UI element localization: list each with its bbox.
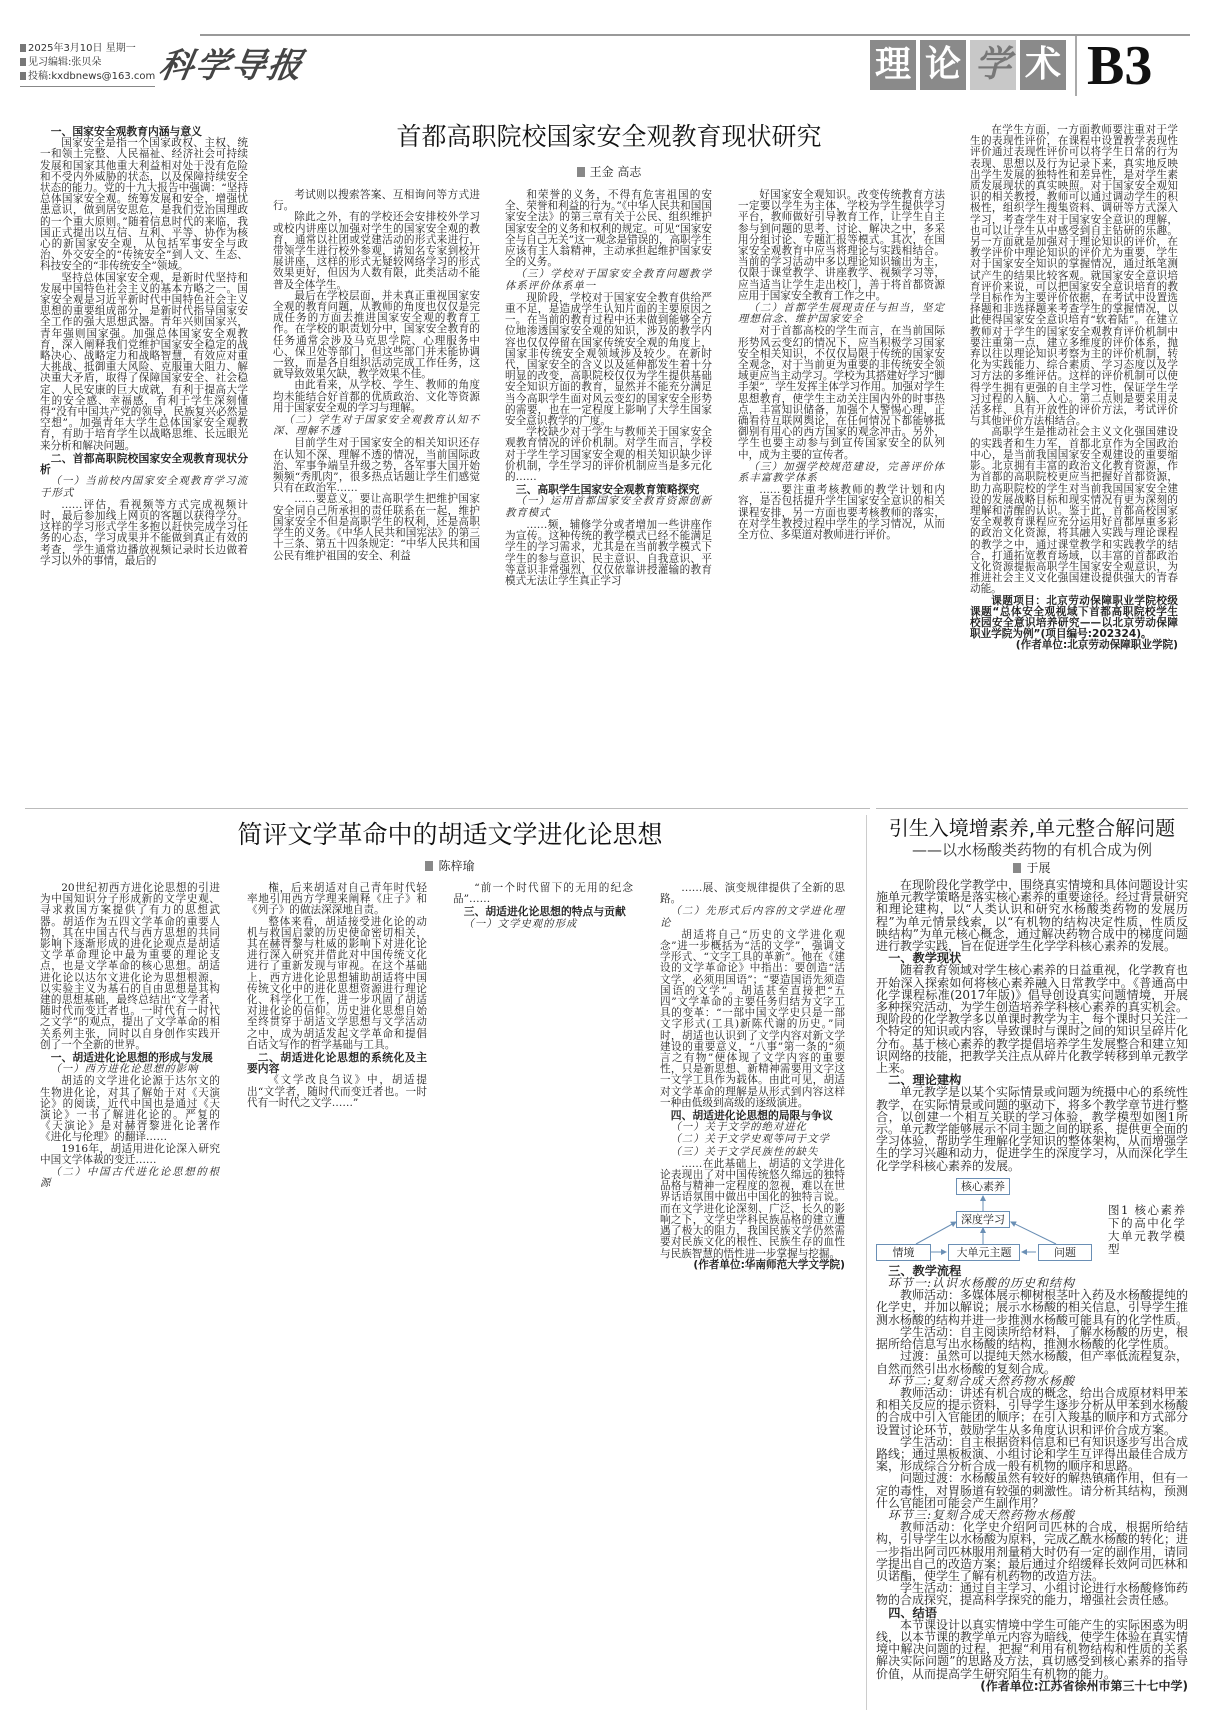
figure-caption: 图1 核心素养下的高中化学大单元教学模型 — [1108, 1202, 1186, 1256]
paragraph: 随着教育领域对学生核心素养的日益重视，化学教育也开始深入探索如何将核心素养融入日常教学中。《普通高中化学课程标准(2017年版)》倡导创设真实问题情境，开展多种探究活动，为学生创造培养学科核心素养的真实机会。现阶段的化学教学多以单课时教学为主，每个课时只关注一个特定的知识或内容，导致课时与课时之间的知识呈碎片化分布。基于核心素养的教学提倡培养学生发展整合和建立知识网络的技能，把教学关注点从碎片化教学转移到单元教学上来。 — [876, 963, 1189, 1076]
paragraph: ……展、演变规律提供了全新的思路。 — [660, 882, 845, 906]
section-char: 学 — [970, 40, 1016, 90]
node-unit-theme: 大单元主题 — [948, 1244, 1020, 1261]
divider — [876, 808, 1188, 809]
paragraph: ……频，辅修学分或者增加一些讲座作为宣传。这种传统的教学模式已经不能满足学生的学习需求，尤其是在当前教学模式下学生的参与意识、民主意识、自我意识、平等意识非常强烈，仅仅依靠讲授灌输的教育模式无法让学生真正学习 — [505, 518, 712, 587]
article2-column-4 — [660, 883, 845, 1271]
subsection-heading: （二）首都学生展现责任与担当，坚定理想信念、维护国家安全 — [738, 302, 945, 326]
paragraph: 国家安全是指一个国家政权、主权、统一和领土完整、人民福祉、经济社会可持续发展和国家其他重大利益相对处于没有危险和不受内外威胁的状态，以及保障持续安全状态的能力。党的十九大报告中强调：“坚持总体国家安全观。统筹发展和安全，增强忧患意识，做到居安思危，是我们党治国理政的一个重大原则。”随着信息时代的来临，我国正式提出以互信、互利、平等、协作为核心的新国家安全观，从包括军事安全与政治、外交安全的“传统安全”到人文、生态、科技安全的“非传统安全”领域。 — [40, 137, 248, 273]
article2-title: 简评文学革命中的胡适文学进化论思想 — [237, 820, 663, 849]
article3-body — [876, 879, 1188, 1692]
paragraph: “前一个时代留下的无用的纪念品”…… — [453, 882, 633, 906]
section-heading: 三、胡适进化论思想的特点与贡献 — [463, 905, 626, 919]
paragraph: 1916年，胡适用进化论深入研究中国文学体裁的变迁…… — [40, 1142, 220, 1166]
issue-info — [20, 42, 155, 87]
author-affiliation: (作者单位:华南师范大学文学院) — [693, 1258, 845, 1271]
section-heading: 二、理论建构 — [888, 1073, 962, 1088]
divider — [866, 815, 867, 1710]
article1-column-2 — [273, 190, 480, 562]
subsection-heading: （二）学生对于国家安全观教育认知不深、理解不透 — [273, 414, 480, 438]
subsection-heading: （一）当前校内国家安全观教育学习流于形式 — [40, 475, 248, 499]
subsection-heading: （二）先形式后内容的文学进化理论 — [660, 905, 845, 929]
issue-date: 2025年3月10日 星期一 — [20, 42, 155, 56]
paragraph: 本节课设计以真实情境中学生可能产生的实际困惑为明线，以本节课的教学单元内容为暗线，使学生体验在真实情境中解决问题的过程，把握“利用有机物结构和性质的关系解决实际问题”的思路及方法，真切感受到核心素养的指导价值，从而提高学生研究陌生有机物的能力。 — [876, 1617, 1189, 1681]
subsection-heading: （三）学校对于国家安全教育问题教学体系评价体系单一 — [505, 268, 712, 292]
newspaper-logo: 科学导报 — [155, 46, 307, 86]
section-char: 论 — [920, 40, 966, 90]
paragraph: 现阶段，学校对于国家安全教育供给严重不足，是造成学生认知片面的主要原因之一。在当前的教育过程中还未做到能够全方位地渗透国家安全观的知识，涉及的教学内容也仅仅停留在国家传统安全观的角度上，国家非传统安全观领域涉及较少。在新时代，国家安全的含义以及延伸都发生着十分明显的改变，高职院校仅仅为学生提供基础安全知识方面的教育，显然并不能充分满足当今高职学生面对风云变幻的国家安全形势的需要，也在一定程度上影响了大学生国家安全意识教学的广度。 — [505, 291, 712, 428]
article1-column-3 — [505, 190, 712, 587]
paragraph: 考试则以搜索答案、互相询问等方式进行。 — [273, 189, 480, 213]
paragraph: ……要注重考核教师的教学计划和内容，是否包括提升学生国家安全意识的相关课程安排，另一方面也要考核教师的落实，在对学生教授过程中学生的学习情况，从而全方位、多渠道对教师进行评价。 — [738, 484, 945, 542]
paragraph: ……评估，看视频等方式完成视频计时，最后参加线上网页的客题以获得学分。这样的学习形式学生多抱以赶快完成学习任务的心态，学习成果并不能做到真正有效的考查，学生通常边播放视频记录时长边做着学习以外的事情，最后的 — [40, 498, 248, 567]
paragraph: 学校缺少对于学生与教师关于国家安全观教育情况的评价机制。对学生而言，学校对于学生学习国家安全观的相关知识缺少评价机制，学生学习的评价机制应当是多元化的…… — [505, 426, 712, 484]
page-editor: 见习编辑:张贝朵 — [20, 56, 155, 70]
section-heading: 一、教学现状 — [888, 951, 962, 966]
section-heading: 一、国家安全观教育内涵与意义 — [50, 125, 202, 138]
article3-author: 于展 — [876, 860, 1188, 876]
subsection-heading: 环节一:认识水杨酸的历史和结构 — [888, 1276, 1076, 1291]
paragraph: 对于首都高校的学生而言，在当前国际形势风云变幻的情况下，应当积极学习国家安全相关知识，不仅仅局限于传统的国家安全观念，对于当前更为重要的非传统安全领域更应当主动学习。学校为其搭建好学习“脚手架”，学生发挥主体学习作用。加强对学生思想教育，使学生主动关注国内外的时事热点，丰富知识储备，加强个人警惕心理，正确看待互联网舆论，在任何情况下都能够抵御别有用心的西方国家的观念冲击。另外，学生也要主动参与到宣传国家安全的队列中，成为主要的宣传者。 — [738, 325, 945, 461]
paragraph: ……在此基础上，胡适的文学进化论表现出了对中国传统悠久绵远的独特品格与精神一定程度的忽视，难以在世界话语氛围中做出中国化的独特言说。而在文学进化论深刻、广泛、长久的影响之下，文学史学科民族品格的建立遭遇了极大的阻力，我国民族文学仍然需要对民族文化的根性、民族生存的血性与民族智慧的悟性进一步掌握与挖掘。 — [660, 1157, 845, 1260]
subsection-heading: （二）关于文学史观等同于文学 — [670, 1133, 830, 1146]
paragraph: 胡适将自己“历史的文学进化观念”进一步概括为“活的文学”，强调文学形式、“文字工具的革新”。他在《建设的文学革命论》中指出：要创造“活文学，必须用国语”；“要造国语先须造国语的文学”。胡适甚至直接把“五四”文学革命的主要任务归结为文字工具的变革：“一部中国文学史只是一部文字形式(工具)新陈代谢的历史。”同时，胡适也认识到了文学内容对新文学建设的重要意义，“八事”第一条的“须言之有物”便体现了文学内容的重要性，只是新思想、新精神需要用文字这一文学工具作为载体。由此可见，胡适对文学革命的理解是从形式到内容这样一种由低级到高级的逐级演进。 — [660, 928, 845, 1109]
subsection-heading: （三）加强学校规范建设，完善评价体系丰富教学体系 — [738, 460, 945, 485]
paragraph: 最后在学校层面，并未真正重视国家安全观的教育问题，从教师的角度也仅仅是完成任务的方面去推进国家安全观的教育工作。在学校的职责划分中，国家安全教育的任务通常会涉及马克思学院、心理服务中心、保卫处等部门，但这些部门并未能协调一致，而是各自组织活动完成工作任务，这就导致效果欠缺，教学效果不佳。 — [273, 289, 480, 381]
paragraph: ……要意义。要让高职学生把维护国家安全同自己所承担的责任联系在一起，维护国家安全不但是高职学生的权利，还是高职学生的义务。《中华人民共和国宪法》的第三十三条、第五十四条规定：“中华人民共和国公民有维护祖国的安全、利益 — [273, 493, 480, 562]
section-title — [870, 40, 1066, 90]
subsection-heading: （一）运用首都国家安全教育资源创新教育模式 — [505, 495, 712, 519]
subsection-heading: （一）西方进化论思想的影响 — [50, 1063, 199, 1076]
subsection-heading: 环节三:复刻合成天然药物水杨酸 — [888, 1507, 1076, 1522]
paragraph: 目前学生对于国家安全的相关知识还存在认知不深、理解不透的情况，当前国际政治、军事争端呈升级之势，各军事大国开始频频“秀肌肉”，很多热点话题让学生们感觉只有在政治军…… — [273, 437, 480, 495]
article1-author: 王金 高志 — [273, 164, 945, 180]
section-char: 理 — [870, 40, 916, 90]
node-situation: 情境 — [876, 1244, 931, 1261]
paragraph: 除此之外，有的学校还会安排校外学习或校内讲座以加强对学生的国家安全观的教育，通常以社团或党建活动的形式来进行，带领学生进行校外参观，请知名专家到校开展讲座，这样的形式无疑较网络学习的形式效果更好，但因为人数有限，此类活动不能普及全体学生。 — [273, 211, 480, 291]
section-heading: 二、首都高职院校国家安全观教育现状分析 — [40, 451, 248, 477]
section-heading: 二、胡适进化论思想的系统化及主要内容 — [247, 1051, 427, 1076]
author-affiliation: (作者单位:江苏省徐州市第三十七中学) — [980, 1678, 1188, 1693]
paragraph: 権，后来胡适对自己青年时代轻率地引用西方学理来阐释《庄子》和《列子》的做法深深地自责。 — [247, 882, 427, 917]
paragraph: 问题过渡：水杨酸虽然有较好的解热镇痛作用，但有一定的毒性，对胃肠道有较强的刺激性。请分析其结构，预测什么官能团可能会产生副作用？ — [876, 1471, 1189, 1510]
masthead-rule — [200, 34, 1190, 36]
subsection-heading: 环节二:复刻合成天然药物水杨酸 — [888, 1373, 1076, 1388]
project-note: 课题项目：北京劳动保障职业学院校级课题“总体安全观视域下首都高职院校学生校园安全意识培养研究——以北京劳动保障职业学院为例”(项目编号:202324)。 — [970, 594, 1178, 641]
paragraph: 过渡：虽然可以提纯天然水杨酸，但产率低流程复杂，自然而然引出水杨酸的复刻合成。 — [876, 1349, 1189, 1376]
section-heading: 三、教学流程 — [888, 1263, 962, 1278]
section-heading: 一、胡适进化论思想的形成与发展 — [50, 1051, 213, 1065]
section-heading: 三、高职学生国家安全观教育策略探究 — [515, 483, 700, 497]
paragraph: 整体来看，胡适接受进化论的动机与救国启蒙的历史使命密切相关，其在赫胥黎与杜威的影响下对进化论进行深入研究并借此对中国传统文化进行了重新发现与审视。在这个基础上，西方进化论思想辅助胡适将中国传统文化中的进化思想资源进行理论化、科学化工作，进一步巩固了胡适对进化论的信仰。历史进化思想自始至终贯穿于胡适文学思想与文学活动之中，成为胡适发起文学革命和提倡白话文写作的哲学基础与工具。 — [247, 915, 427, 1051]
figure-1-diagram — [876, 1176, 1188, 1262]
paragraph: 坚持总体国家安全观，是新时代坚持和发展中国特色社会主义的基本方略之一。国家安全观是习近平新时代中国特色社会主义思想的重要组成部分，是新时代指导国家安全工作的强大思想武器。青年兴则国家兴，青年强则国家强。加强总体国家安全观教育，深入阐释我们党维护国家安全稳定的战略决心、战略定力和战略智慧，有效应对重大挑战、抵御重大风险、克服重大阻力、解决重大矛盾，取得了保障国家安全、社会稳定、人民安康的巨大成就，有利于提高大学生的安全感、幸福感，有利于学生深刻懂得“没有中国共产党的领导，民族复兴必然是空想”。加强青年大学生总体国家安全观教育，有助于培育学生以战略思维、长远眼光来分析和解决问题。 — [40, 271, 248, 452]
subsection-heading: （二）中国古代进化论思想的根源 — [40, 1166, 220, 1190]
paragraph: 由此看来，从学校、学生、教师的角度均未能结合好首都的优质政治、文化等资源用于国家安全观的学习与理解。 — [273, 379, 480, 414]
subsection-heading: （三）关于文学民族性的缺失 — [670, 1145, 819, 1158]
paragraph: 教师活动：多媒体展示柳树根茎叶入药及水杨酸提纯的化学史，并加以解说；展示水杨酸的相关信息，引导学生推测水杨酸的结构并进一步推测水杨酸可能具有的化学性质。 — [876, 1288, 1189, 1327]
article1-column-4 — [738, 190, 945, 541]
node-problem: 问题 — [1038, 1244, 1092, 1261]
paragraph: 学生活动：自主阅读所给材料，了解水杨酸的历史，根据所给信息写出水杨酸的结构，推测水杨酸的化学性质。 — [876, 1324, 1189, 1352]
article3-part-1 — [876, 879, 1188, 1172]
paragraph: 单元教学是以某个实际情景或问题为统摄中心的系统性教学，在实际情景或问题的驱动下，将多个教学章节进行整合，以创建一个相互关联的学习体验，教学模型如图1所示。单元教学能够展示不同主题之间的联系，提供更全面的学习体验，帮助学生理解化学知识的整体架构，从而增强学生的学习兴趣和动力，促进学生的深度学习，从而深化学生化学学科核心素养的发展。 — [876, 1085, 1189, 1173]
paragraph: 在现阶段化学教学中，围绕真实情境和具体问题设计实施单元教学策略是落实核心素养的重要途径。经过背景研究和理论建构，以“人类认识和研究水杨酸类药物的发展历程”为单元情景线索，以“有机物的结构决定性质，性质反映结构”为单元核心概念，通过解决药物合成中的梯度问题进行教学实践，旨在促进学生化学学科核心素养的发展。 — [876, 878, 1189, 954]
article2-column-2 — [247, 883, 427, 1109]
paragraph: 20世纪初西方进化论思想的引进为中国知识分子形成新的文学史观、寻求救国方案提供了有力的思想武器。胡适作为五四文学革命的重要人物，其在中国古代与西方思想的共同影响下逐渐形成的进化论观点是胡适文学革命理论中最为重要的理论支点，也是文学革命的核心思想。胡适进化论以达尔文进化论为思想根源，以实验主义为基石的自由思想是其构建的思想基础，最终总结出“文学者，随时代而变迁者也。一时代有一时代之文学”的观点，提出了文学革命的相关系列主张，同时以自身创作实践开创了一个全新的世界。 — [40, 882, 220, 1051]
article2-column-1 — [40, 883, 220, 1190]
article1-column-1 — [40, 125, 248, 567]
article3-title: 引生入境增素养,单元整合解问题 — [888, 816, 1176, 840]
paragraph: 和荣誉的义务，不得有危害祖国的安全、荣誉和利益的行为。”《中华人民共和国国家安全法》的第三章有关于公民、组织维护国家安全的义务和权利的规定。可见“国家安全与自己无关”这一观念是错误的，高职学生应该有主人翁精神，主动承担起维护国家安全的义务。 — [505, 189, 712, 269]
article3-subtitle: ——以水杨酸类药物的有机合成为例 — [911, 841, 1152, 859]
paragraph: 好国家安全观知识。改变传统教育方法一定要以学生为主体，学校为学生提供学习平台，教师做好引导教育工作，让学生自主参与到问题的思考、讨论、解决之中，多采用分组讨论、专题汇报等模式。其次，在国家安全观教育中应当将理论与实践相结合。当前的学习活动中多以理论知识输出为主，仅限于课堂教学、讲座教学、视频学习等，应当适当让学生走出校门，善于将首都资源应用于国家安全教育工作之中。 — [738, 189, 945, 302]
subsection-heading: （一）关于文学的绝对进化 — [670, 1121, 808, 1134]
paragraph: 高职学生是推动社会主义文化强国建设的实践者和生力军，首都北京作为全国政治中心，是当前我国国家安全观建设的重要缩影。北京拥有丰富的政治文化教育资源，作为首都的高职院校更应当把握好首都资源，助力高职院校的学生对当前我国国家安全建设的发展战略目标和现实情况有更为深刻的理解和清醒的认识。鉴于此，首都高校国家安全观教育课程应充分运用好首都厚重多彩的政治文化资源，将其融入实践与理论课程的教学之中，通过课堂教学和实践教学的结合，打通拓宽教育场域，以丰富的首都政治文化资源提振高职学生国家安全观意识，为推进社会主义文化强国建设提供强大的青春动能。 — [970, 426, 1178, 596]
divider — [25, 808, 870, 809]
article2-author: 陈梓瑜 — [40, 858, 860, 874]
article3-part-2 — [876, 1265, 1188, 1692]
paragraph: 教师活动：化学史介绍阿司匹林的合成，根据所给结构，引导学生以水杨酸为原料，完成乙酰水杨酸的转化；进一步指出阿司匹林服用剂量稍大时仍有一定的副作用，请同学提出自己的改造方案；最后通过介绍缓释长效阿司匹林和贝诺酯，使学生了解有机药物的改造方法。 — [876, 1520, 1189, 1583]
section-char: 术 — [1020, 40, 1066, 90]
article1-title: 首都高职院校国家安全观教育现状研究 — [396, 122, 822, 151]
paragraph: 在学生方面，一方面教师要注重对于学生的表现性评价，在课程中设置教学表现性评价通过表现性评价可以将学生日常的行为表现、思想以及行为记录下来，真实地反映出学生发展的独特性和差异性，是对学生素质发展现状的真实映照。对于国家安全观知识的相关教授，教师可以通过调动学生的积极性，组织学生搜集资料、调研等方式深入学习，考查学生对于国家安全意识的理解，也可以让学生从中感受到自主钻研的乐趣。另一方面就是加强对于理论知识的评价，在教学评价中理论知识的评价尤为重要，学生对于国家安全知识的掌握情况，通过纸笔测试产生的结果比较客观。就国家安全意识培育评价来说，可以把国家安全意识培育的教学目标作为主要评价依据，在考试中设置选择题和非选择题来考查学生的掌握情况，以此使得国家安全意识培育“软着陆”。在建立教师对于学生的国家安全观教育评价机制中要注重第一点，建立多维度的评价体系，抛弃以往以理论知识考察为主的评价机制，转化为实践能力、综合素质、学习态度以及学习方法的多维评估。这样的评价机制可以使得学生拥有更强的自主学习性，保证学生学习过程的入脑、入心。第二点则是要采用灵活多样、具有开放性的评价方法，考试评价与其他评价方法相结合。 — [970, 124, 1178, 428]
paragraph: 胡适的文学进化论源于达尔文的生物进化论，对其了解始于对《天演论》的阅读，近代中国也是通过《天演论》一书了解进化论的。严复的《天演论》是对赫胥黎进化论著作《进化与伦理》的翻译…… — [40, 1075, 220, 1144]
paragraph: 学生活动：自主根据资料信息和已有知识逐步写出合成路线；通过黑板板演、小组讨论和学生互评得出最佳合成方案，形成综合分析合成一般有机物的顺序和思路。 — [876, 1434, 1189, 1474]
paragraph: 教师活动：讲述有机合成的概念，给出合成原材料甲苯和相关反应的提示资料，引导学生逐步分析从甲苯到水杨酸的合成中引入官能团的顺序；在引入羧基的顺序和方式部分设置讨论环节，鼓励学生从多角度认识和评价合成方案。 — [876, 1385, 1189, 1437]
paragraph: 学生活动：通过自主学习、小组讨论进行水杨酸修饰药物的合成探究，提高科学探究的能力，增强社会责任感。 — [876, 1581, 1189, 1608]
section-heading: 四、胡适进化论思想的局限与争议 — [670, 1109, 833, 1123]
article2-column-3 — [453, 883, 633, 931]
node-deep-learning: 深度学习 — [956, 1211, 1010, 1228]
section-heading: 四、结语 — [888, 1605, 937, 1620]
paragraph: 《文学改良刍议》中，胡适提出“文学者，随时代而变迁者也。一时代有一时代之文学……” — [247, 1074, 427, 1109]
node-core-literacy: 核心素养 — [956, 1178, 1010, 1195]
subsection-heading: （一）文学史观的形成 — [463, 917, 578, 930]
submission-email: 投稿:kxdbnews@163.com — [20, 70, 155, 84]
article1-column-5 — [970, 125, 1178, 652]
author-affiliation: (作者单位:北京劳动保障职业学院) — [1015, 639, 1178, 652]
page-number: B3 — [1075, 36, 1152, 96]
